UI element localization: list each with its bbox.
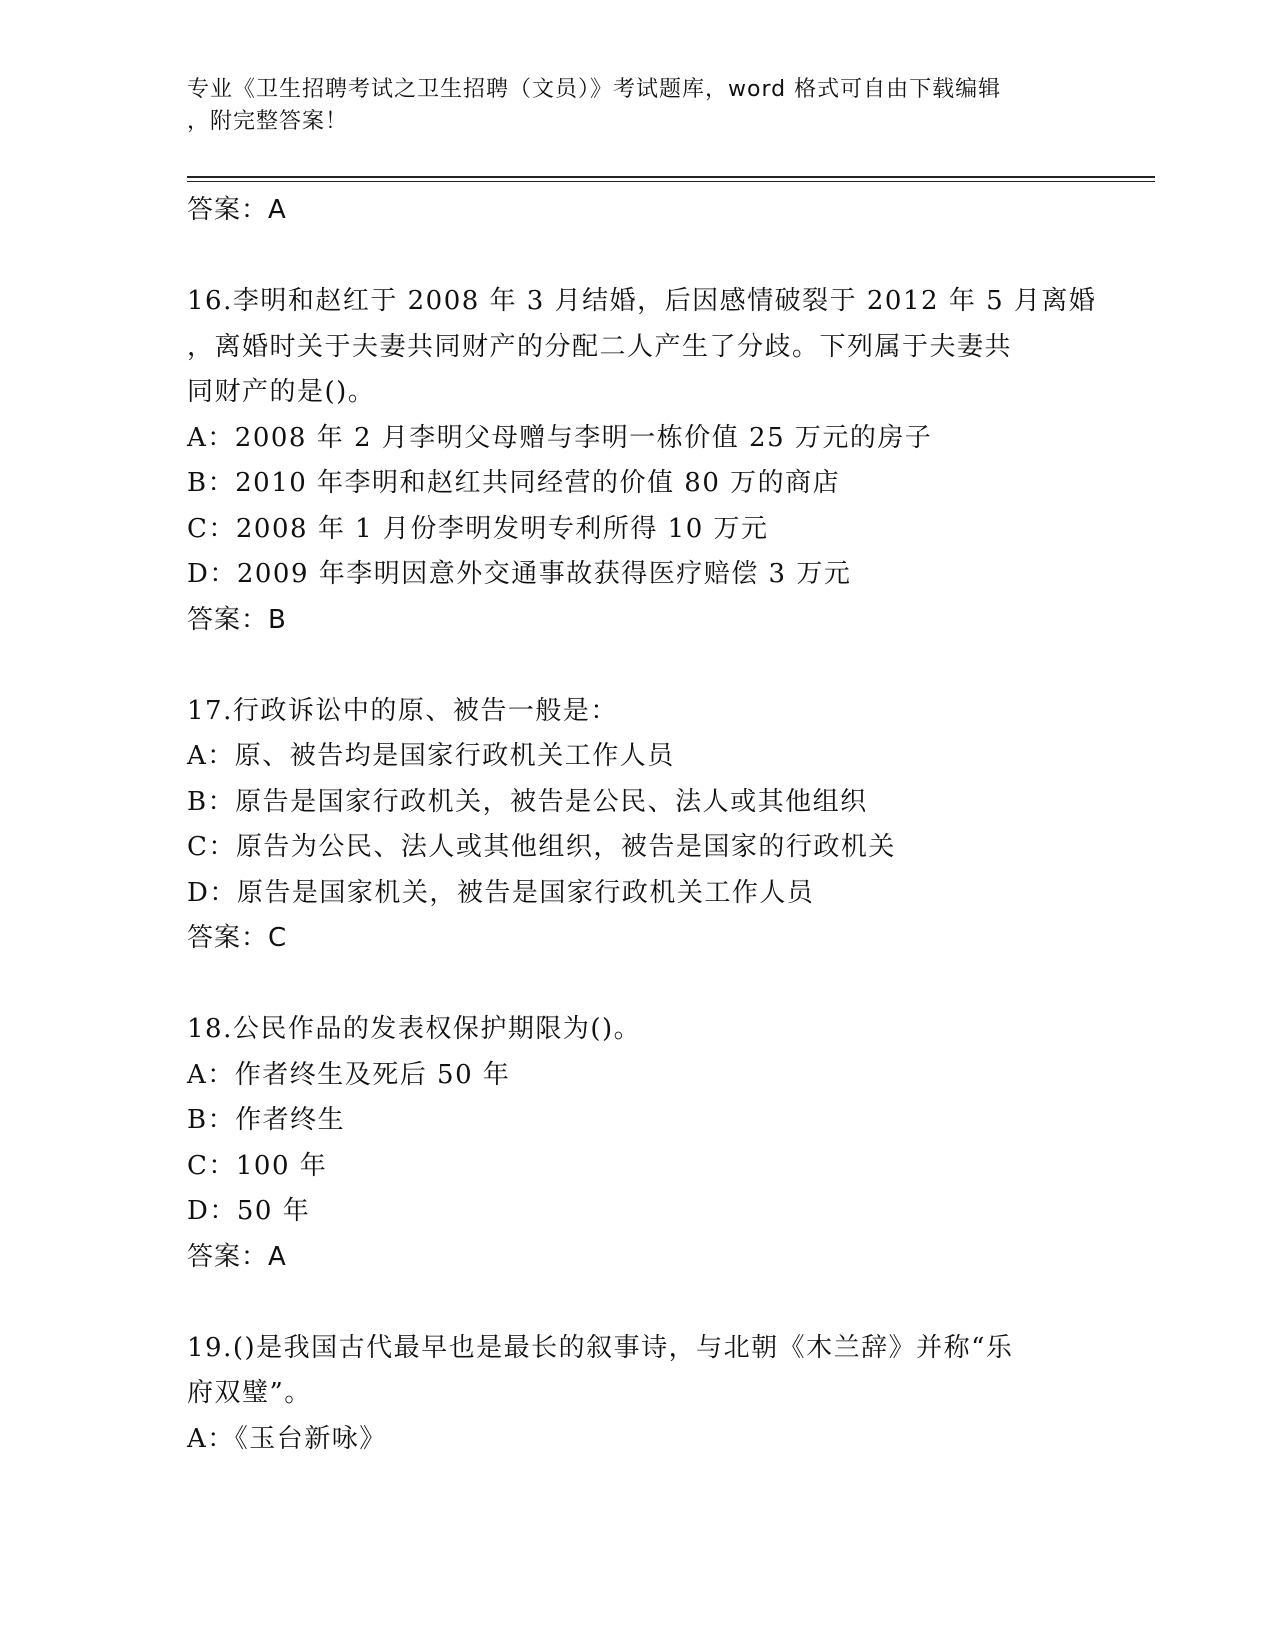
question-17-option-b: B：原告是国家行政机关，被告是公民、法人或其他组织 (187, 786, 868, 817)
spacer (187, 1280, 1087, 1326)
question-16-option-d: D：2009 年李明因意外交通事故获得医疗赔偿 3 万元 (187, 559, 852, 589)
question-17-option-d: D：原告是国家机关，被告是国家行政机关工作人员 (187, 877, 815, 908)
question-17 (187, 689, 1087, 962)
question-19 (187, 1326, 1087, 1463)
question-16-text-2: ，离婚时关于夫妻共同财产的分配二人产生了分歧。下列属于夫妻共 (187, 331, 1013, 362)
question-18 (187, 1007, 1087, 1280)
answer-q15: 答案：A (187, 195, 287, 225)
question-18-option-c: C：100 年 (187, 1150, 328, 1181)
question-18-text-1: 18.公民作品的发表权保护期限为()。 (187, 1014, 642, 1044)
document-body (187, 188, 1097, 1462)
question-16-option-b: B：2010 年李明和赵红共同经营的价值 80 万的商店 (187, 468, 841, 498)
question-16-option-a: A：2008 年 2 月李明父母赠与李明一栋价值 25 万元的房子 (187, 422, 933, 453)
header-line-2: ，附完整答案！ (187, 109, 349, 134)
question-19-option-a: A：《玉台新咏》 (187, 1423, 387, 1454)
answer-q17: 答案：C (187, 923, 288, 953)
question-17-text-1: 17.行政诉讼中的原、被告一般是： (187, 695, 618, 726)
spacer (187, 962, 1087, 1008)
question-18-option-d: D：50 年 (187, 1196, 311, 1226)
page-header (187, 74, 1067, 138)
header-line-1: 专业《卫生招聘考试之卫生招聘（文员）》考试题库，word 格式可自由下载编辑 (187, 77, 1002, 102)
question-16-text-3: 同财产的是()。 (187, 377, 376, 407)
question-17-option-a: A：原、被告均是国家行政机关工作人员 (187, 741, 675, 771)
question-17-option-c: C：原告为公民、法人或其他组织，被告是国家的行政机关 (187, 832, 896, 862)
header-divider-thin (187, 181, 1155, 182)
question-16 (187, 279, 1097, 643)
header-divider-thick (187, 176, 1155, 178)
question-16-text-1: 16.李明和赵红于 2008 年 3 月结婚，后因感情破裂于 2012 年 5 月离婚 (187, 286, 1097, 316)
question-16-option-c: C：2008 年 1 月份李明发明专利所得 10 万元 (187, 513, 769, 544)
answer-q18: 答案：A (187, 1241, 287, 1272)
question-18-option-b: B：作者终生 (187, 1105, 346, 1135)
spacer (187, 234, 1087, 280)
question-19-text-1: 19.()是我国古代最早也是最长的叙事诗，与北朝《木兰辞》并称“乐 (187, 1332, 1014, 1363)
question-18-option-a: A：作者终生及死后 50 年 (187, 1059, 511, 1090)
answer-q16: 答案：B (187, 604, 287, 635)
spacer (187, 643, 1087, 689)
question-19-text-2: 府双璧”。 (187, 1378, 312, 1408)
